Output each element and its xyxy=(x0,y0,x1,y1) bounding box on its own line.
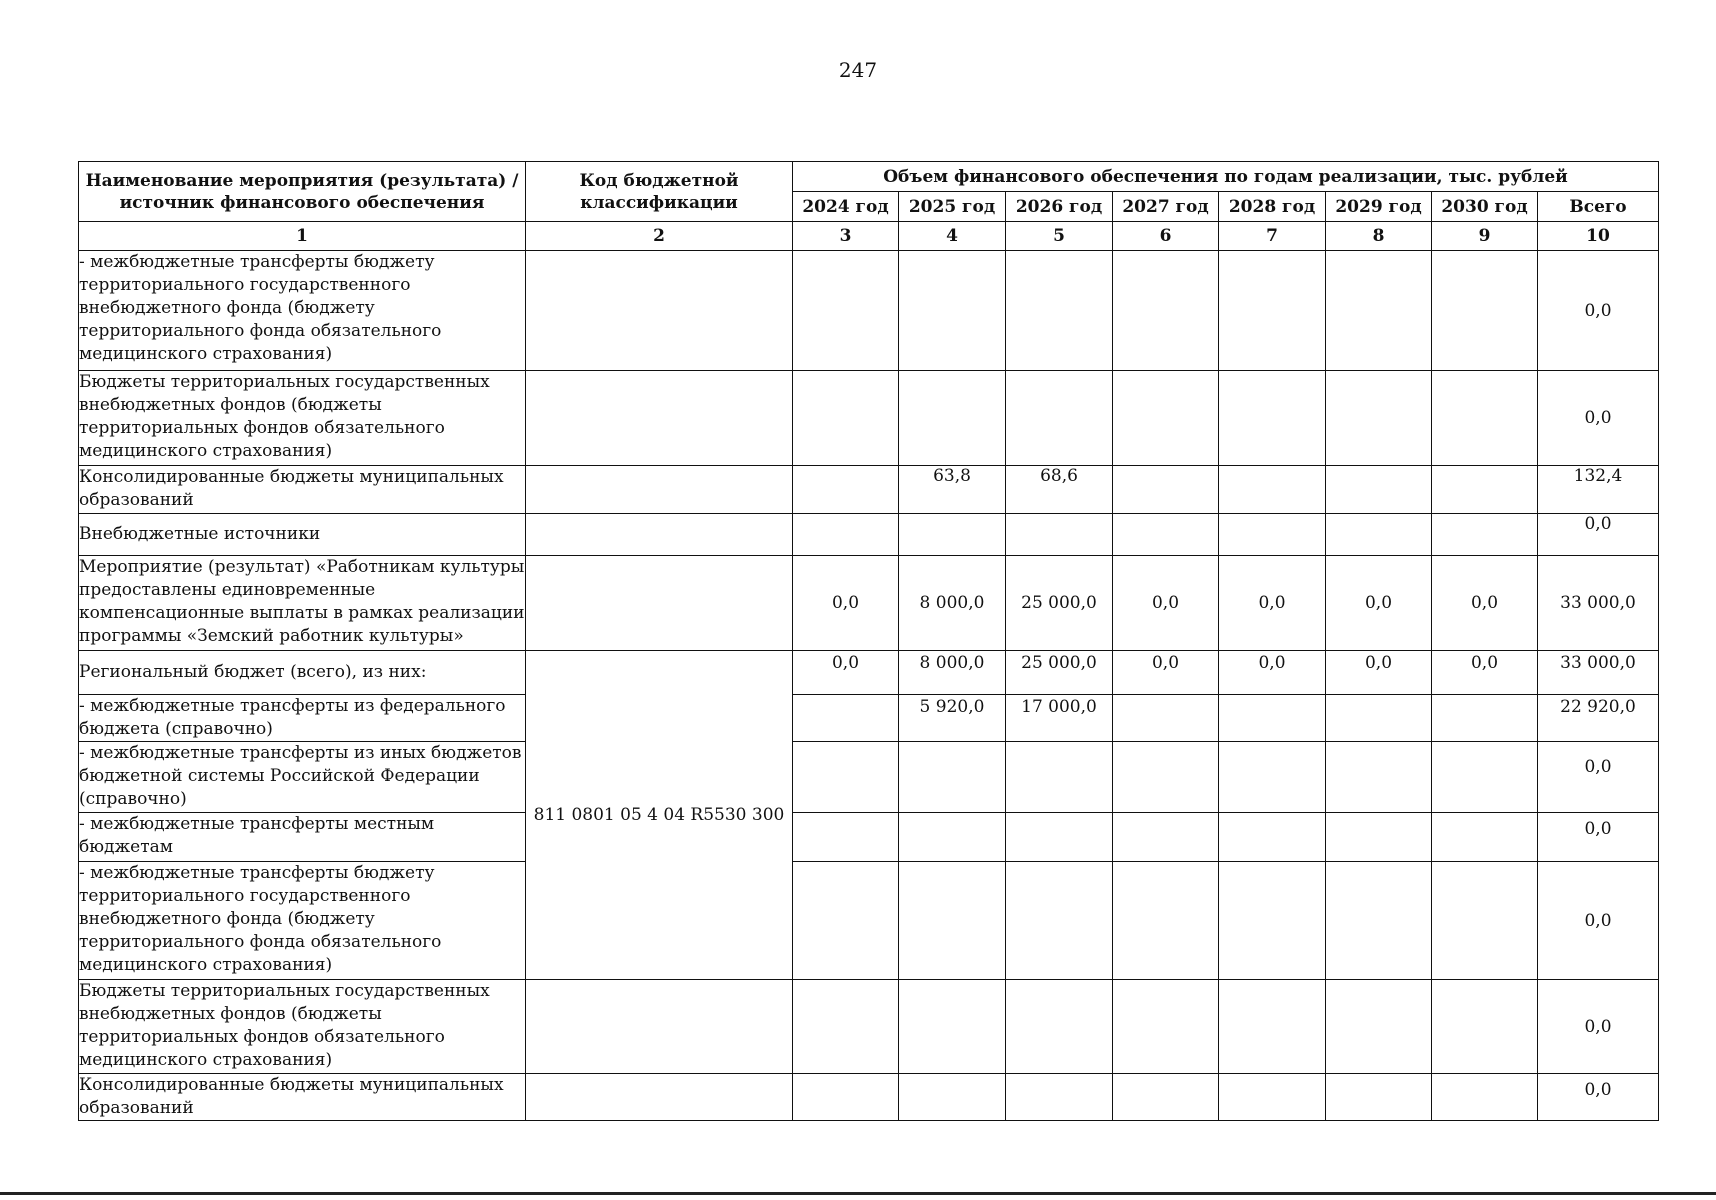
row-value-2030 xyxy=(1432,251,1538,371)
row-value-2028: 0,0 xyxy=(1219,651,1326,695)
row-value-2028 xyxy=(1219,742,1326,813)
page-number: 247 xyxy=(838,58,878,82)
column-number: 5 xyxy=(1006,222,1113,251)
header-total: Всего xyxy=(1538,192,1659,222)
row-value-2029 xyxy=(1326,742,1432,813)
table-row xyxy=(79,251,1659,371)
row-value-total: 0,0 xyxy=(1538,371,1659,466)
row-value-2026 xyxy=(1006,251,1113,371)
row-value-2028 xyxy=(1219,813,1326,862)
row-value-2028 xyxy=(1219,251,1326,371)
row-value-total: 0,0 xyxy=(1538,813,1659,862)
header-year-2025: 2025 год xyxy=(899,192,1006,222)
row-value-2025 xyxy=(899,251,1006,371)
row-name: - межбюджетные трансферты бюджету территориального государственного внебюджетного фонда (бюджету территориального фонда обязательного медицинского страхования) xyxy=(79,862,526,980)
row-name: Мероприятие (результат) «Работникам культуры предоставлены единовременные компенсационные выплаты в рамках реализации программы «Земский работник культуры» xyxy=(79,556,526,651)
row-value-2024 xyxy=(793,371,899,466)
row-value-2027 xyxy=(1113,695,1219,742)
column-number: 3 xyxy=(793,222,899,251)
table-row xyxy=(79,651,1659,695)
row-name: Консолидированные бюджеты муниципальных образований xyxy=(79,466,526,514)
row-value-2028 xyxy=(1219,466,1326,514)
column-number: 4 xyxy=(899,222,1006,251)
row-value-2025 xyxy=(899,1074,1006,1121)
table-row xyxy=(79,742,1659,813)
row-value-2030 xyxy=(1432,466,1538,514)
row-value-2027 xyxy=(1113,371,1219,466)
row-code xyxy=(526,371,793,466)
row-value-total: 0,0 xyxy=(1538,980,1659,1074)
header-name-column: Наименование мероприятия (результата) / источник финансового обеспечения xyxy=(79,162,526,222)
row-value-2024: 0,0 xyxy=(793,651,899,695)
row-value-2027 xyxy=(1113,514,1219,556)
row-value-2024 xyxy=(793,742,899,813)
row-value-total: 0,0 xyxy=(1538,514,1659,556)
header-year-2024: 2024 год xyxy=(793,192,899,222)
row-code xyxy=(526,556,793,651)
row-value-2028 xyxy=(1219,862,1326,980)
row-value-2025 xyxy=(899,514,1006,556)
row-code xyxy=(526,514,793,556)
row-value-2025: 63,8 xyxy=(899,466,1006,514)
row-value-2027 xyxy=(1113,742,1219,813)
row-value-2028 xyxy=(1219,1074,1326,1121)
row-value-2027 xyxy=(1113,1074,1219,1121)
row-value-total: 0,0 xyxy=(1538,862,1659,980)
row-name: - межбюджетные трансферты бюджету территориального государственного внебюджетного фонда (бюджету территориального фонда обязательного медицинского страхования) xyxy=(79,251,526,371)
row-value-2026 xyxy=(1006,980,1113,1074)
row-value-2029: 0,0 xyxy=(1326,556,1432,651)
row-name: - межбюджетные трансферты местным бюджетам xyxy=(79,813,526,862)
table-row xyxy=(79,514,1659,556)
row-value-2027: 0,0 xyxy=(1113,651,1219,695)
row-name: Бюджеты территориальных государственных внебюджетных фондов (бюджеты территориальных фондов обязательного медицинского страхования) xyxy=(79,980,526,1074)
table-row xyxy=(79,695,1659,742)
row-value-2026: 68,6 xyxy=(1006,466,1113,514)
row-value-2027 xyxy=(1113,251,1219,371)
row-value-2029 xyxy=(1326,251,1432,371)
row-value-2024 xyxy=(793,813,899,862)
row-value-2029 xyxy=(1326,466,1432,514)
row-value-2026 xyxy=(1006,742,1113,813)
row-value-2025: 5 920,0 xyxy=(899,695,1006,742)
row-value-2029 xyxy=(1326,813,1432,862)
row-value-total: 0,0 xyxy=(1538,251,1659,371)
row-value-2029 xyxy=(1326,1074,1432,1121)
row-value-2024 xyxy=(793,251,899,371)
row-value-2030 xyxy=(1432,514,1538,556)
row-value-2024 xyxy=(793,466,899,514)
row-value-2030: 0,0 xyxy=(1432,651,1538,695)
column-number: 2 xyxy=(526,222,793,251)
row-value-total: 0,0 xyxy=(1538,742,1659,813)
bottom-rule xyxy=(0,1192,1716,1195)
row-value-2024 xyxy=(793,1074,899,1121)
row-value-2029: 0,0 xyxy=(1326,651,1432,695)
row-name: - межбюджетные трансферты из федерального бюджета (справочно) xyxy=(79,695,526,742)
row-name: Региональный бюджет (всего), из них: xyxy=(79,651,526,695)
column-number: 7 xyxy=(1219,222,1326,251)
column-number: 6 xyxy=(1113,222,1219,251)
row-value-2025 xyxy=(899,980,1006,1074)
table-row xyxy=(79,466,1659,514)
row-name: - межбюджетные трансферты из иных бюджетов бюджетной системы Российской Федерации (справочно) xyxy=(79,742,526,813)
column-number: 8 xyxy=(1326,222,1432,251)
row-value-2030 xyxy=(1432,695,1538,742)
row-value-2026: 25 000,0 xyxy=(1006,556,1113,651)
row-value-2029 xyxy=(1326,695,1432,742)
table-row xyxy=(79,813,1659,862)
row-value-total: 33 000,0 xyxy=(1538,556,1659,651)
row-value-2028 xyxy=(1219,514,1326,556)
header-year-2028: 2028 год xyxy=(1219,192,1326,222)
row-value-total: 0,0 xyxy=(1538,1074,1659,1121)
row-value-2025 xyxy=(899,371,1006,466)
row-value-2030 xyxy=(1432,1074,1538,1121)
row-code xyxy=(526,1074,793,1121)
row-name: Консолидированные бюджеты муниципальных образований xyxy=(79,1074,526,1121)
row-value-2026 xyxy=(1006,514,1113,556)
row-value-2024: 0,0 xyxy=(793,556,899,651)
row-value-2025 xyxy=(899,813,1006,862)
row-value-2030 xyxy=(1432,371,1538,466)
row-value-total: 22 920,0 xyxy=(1538,695,1659,742)
row-value-2026 xyxy=(1006,1074,1113,1121)
column-number: 1 xyxy=(79,222,526,251)
row-value-2024 xyxy=(793,514,899,556)
row-value-2030 xyxy=(1432,980,1538,1074)
row-value-2028: 0,0 xyxy=(1219,556,1326,651)
row-value-2026 xyxy=(1006,371,1113,466)
header-year-2027: 2027 год xyxy=(1113,192,1219,222)
column-number: 10 xyxy=(1538,222,1659,251)
row-value-2030 xyxy=(1432,862,1538,980)
row-value-2025: 8 000,0 xyxy=(899,556,1006,651)
row-value-2027 xyxy=(1113,862,1219,980)
row-value-2030 xyxy=(1432,742,1538,813)
row-value-2029 xyxy=(1326,371,1432,466)
row-value-2027 xyxy=(1113,813,1219,862)
table-row xyxy=(79,862,1659,980)
header-volume-group: Объем финансового обеспечения по годам реализации, тыс. рублей xyxy=(793,162,1659,192)
row-value-total: 132,4 xyxy=(1538,466,1659,514)
header-code-column: Код бюджетной классификации xyxy=(526,162,793,222)
table-row xyxy=(79,1074,1659,1121)
header-year-2030: 2030 год xyxy=(1432,192,1538,222)
row-value-2027: 0,0 xyxy=(1113,556,1219,651)
row-value-2026: 17 000,0 xyxy=(1006,695,1113,742)
row-code-merged: 811 0801 05 4 04 R5530 300 xyxy=(526,651,793,980)
row-value-2029 xyxy=(1326,980,1432,1074)
row-value-2028 xyxy=(1219,695,1326,742)
row-value-total: 33 000,0 xyxy=(1538,651,1659,695)
row-value-2025 xyxy=(899,862,1006,980)
row-name: Внебюджетные источники xyxy=(79,514,526,556)
row-value-2024 xyxy=(793,862,899,980)
column-number: 9 xyxy=(1432,222,1538,251)
header-year-2026: 2026 год xyxy=(1006,192,1113,222)
row-value-2028 xyxy=(1219,980,1326,1074)
row-value-2025 xyxy=(899,742,1006,813)
table-row xyxy=(79,980,1659,1074)
row-value-2025: 8 000,0 xyxy=(899,651,1006,695)
row-code xyxy=(526,251,793,371)
row-code xyxy=(526,980,793,1074)
row-value-2030 xyxy=(1432,813,1538,862)
row-value-2026 xyxy=(1006,862,1113,980)
row-value-2024 xyxy=(793,980,899,1074)
row-value-2024 xyxy=(793,695,899,742)
row-name: Бюджеты территориальных государственных внебюджетных фондов (бюджеты территориальных фондов обязательного медицинского страхования) xyxy=(79,371,526,466)
row-code xyxy=(526,466,793,514)
table-row xyxy=(79,371,1659,466)
row-value-2026 xyxy=(1006,813,1113,862)
row-value-2029 xyxy=(1326,514,1432,556)
row-value-2026: 25 000,0 xyxy=(1006,651,1113,695)
row-value-2029 xyxy=(1326,862,1432,980)
row-value-2030: 0,0 xyxy=(1432,556,1538,651)
row-value-2027 xyxy=(1113,466,1219,514)
table-row xyxy=(79,556,1659,651)
header-year-2029: 2029 год xyxy=(1326,192,1432,222)
budget-table xyxy=(78,161,1659,1121)
row-value-2028 xyxy=(1219,371,1326,466)
row-value-2027 xyxy=(1113,980,1219,1074)
